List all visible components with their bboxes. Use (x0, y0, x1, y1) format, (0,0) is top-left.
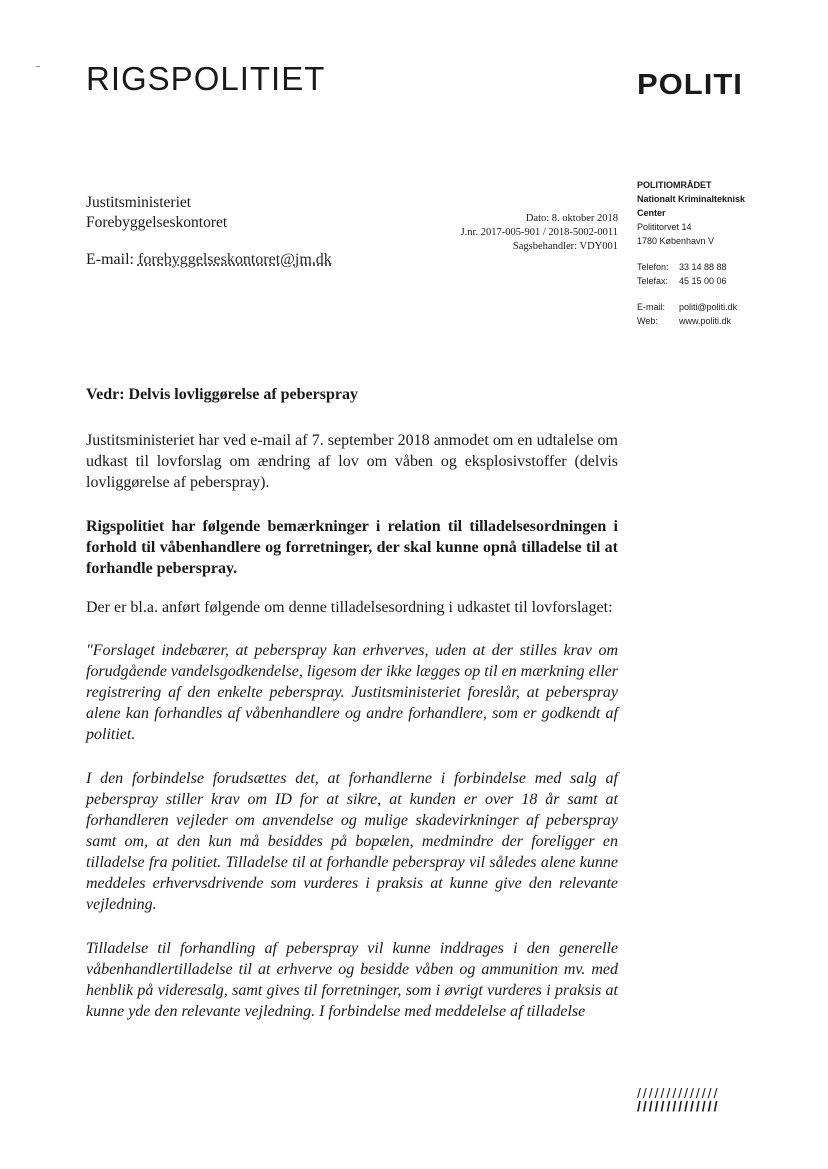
paragraph-1: Justitsministeriet har ved e-mail af 7. september 2018 anmodet om en udtalelse om udkast til lovforslag om ændring af lov om våben og eksplosivstoffer (delvis lovliggørelse af peberspray). (86, 432, 618, 491)
phone-label: Telefon: (637, 262, 669, 272)
letter-subject: Vedr: Delvis lovliggørelse af peberspray (86, 386, 358, 403)
recipient-email-line (86, 251, 332, 269)
sender-email-row (637, 300, 745, 314)
letter-date: Dato: 8. oktober 2018 (525, 213, 618, 224)
recipient-office: Forebyggelseskontoret (86, 214, 228, 231)
recipient-name: Justitsministeriet (86, 194, 192, 211)
sender-web-row (637, 314, 745, 328)
sender-fax-row (637, 274, 745, 288)
stamp-line-2: ////////////// (637, 1098, 720, 1114)
sender-phone-row (637, 260, 745, 274)
sender-dept-2: Center (637, 208, 666, 218)
paragraph-3: Der er bl.a. anført følgende om denne tilladelsesordning i udkastet til lovforslaget: (86, 599, 613, 616)
quote-paragraph-2: I den forbindelse forudsættes det, at forhandlerne i forbindelse med salg af peberspray stiller krav om ID for at sikre, at kunden er over 18 år samt at forhandleren vejleder om anvendelse og mulige skadevirkninger af peberspray samt om, at den kun må besiddes på bopælen, medmindre der foreligger en tilladelse fra politiet. Tilladelse til at forhandle peberspray vil således alene kunne meddeles erhvervsdrivende som vurderes i praksis at kunne give den relevante vejledning. (86, 770, 618, 913)
stamp-line-1: ////////////// (637, 1085, 720, 1101)
recipient-email-link[interactable]: forebyggelseskontoret@jm.dk (137, 251, 332, 268)
fax-label: Telefax: (637, 276, 669, 286)
sender-block (637, 178, 745, 328)
sender-dept-1: Nationalt Kriminalteknisk (637, 194, 746, 204)
scan-mark (36, 66, 40, 67)
sender-street: Polititorvet 14 (637, 222, 692, 232)
web-label: Web: (637, 316, 658, 326)
sender-email-label: E-mail: (637, 302, 666, 312)
politi-logo: POLITI (637, 68, 743, 101)
recipient-block (86, 193, 227, 233)
sender-area: POLITIOMRÅDET (637, 180, 712, 190)
case-handler: Sagsbehandler: VDY001 (512, 241, 618, 252)
recipient-email-label: E-mail: (86, 251, 138, 268)
journal-number: J.nr. 2017-005-901 / 2018-5002-0011 (460, 227, 618, 238)
phone-value: 33 14 88 88 (679, 262, 727, 272)
web-value[interactable]: www.politi.dk (679, 316, 732, 326)
sender-email-value[interactable]: politi@politi.dk (679, 302, 738, 312)
paragraph-2-bold: Rigspolitiet har følgende bemærkninger i relation til tilladelsesordningen i forhold til våbenhandlere og forretninger, der skal kunne opnå tilladelse til at forhandle peberspray. (86, 518, 618, 577)
page-title: RIGSPOLITIET (86, 60, 326, 97)
quote-paragraph-1: "Forslaget indebærer, at peberspray kan erhverves, uden at der stilles krav om forudgående vandelsgodkendelse, ligesom der ikke lægges op til en mærkning eller registrering af den enkelte peberspray. Justitsministeriet foreslår, at peberspray alene kan forhandles af våbenhandlere og andre forhandlere, som er godkendt af politiet. (86, 642, 618, 743)
quote-paragraph-3: Tilladelse til forhandling af peberspray vil kunne inddrages i den generelle våbenhandlertilladelse til at erhverve og besidde våben og ammunition mv. med henblik på videresalg, samt gives til forretninger, som i øvrigt vurderes i praksis at kunne yde den relevante vejledning. I forbindelse med meddelelse af tilladelse (86, 940, 618, 1020)
sender-city: 1780 København V (637, 236, 715, 246)
fax-value: 45 15 00 06 (679, 276, 727, 286)
footer-stamp (637, 1085, 719, 1114)
letter-meta (418, 212, 618, 254)
